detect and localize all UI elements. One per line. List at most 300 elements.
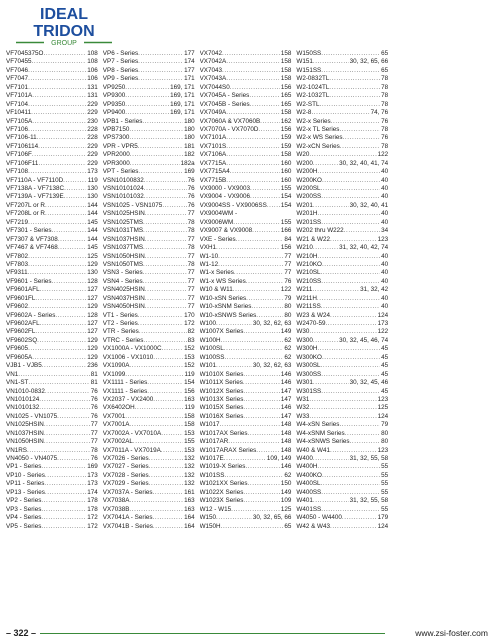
leader-dots [144, 193, 187, 201]
part-number: W300KO [296, 353, 322, 361]
index-entry [296, 253, 393, 261]
index-entry [103, 84, 200, 92]
part-number: VSN1050HSIN [102, 252, 145, 260]
index-entry [103, 202, 200, 210]
page-number: – 322 – [6, 628, 37, 638]
index-entry [296, 388, 393, 396]
page-reference: 30, 32, 40, 41 [349, 201, 389, 209]
page-reference: 55 [381, 480, 389, 488]
leader-dots [44, 421, 90, 429]
leader-dots [35, 295, 86, 303]
leader-dots [28, 303, 86, 311]
page-reference: 129 [87, 345, 98, 353]
part-number: W400 [296, 455, 313, 462]
index-entry [296, 236, 393, 244]
index-entry [200, 312, 297, 320]
index-entry [296, 67, 393, 75]
page-reference: 132 [184, 471, 195, 479]
leader-dots [41, 463, 86, 471]
page-reference: 78 [381, 125, 389, 133]
leader-dots [44, 480, 86, 488]
leader-dots [321, 371, 380, 379]
index-entry [103, 506, 200, 514]
page-reference: 165 [280, 92, 292, 100]
leader-dots [344, 227, 381, 235]
leader-dots [248, 480, 280, 488]
page-reference: 77 [187, 277, 195, 285]
index-entry [6, 489, 103, 497]
index-entry [296, 261, 393, 269]
part-number: VT1 - Series [102, 311, 138, 319]
page-reference: 163 [184, 497, 195, 505]
part-number: W20 [296, 151, 310, 159]
page-reference: 130 [87, 193, 98, 201]
leader-dots [321, 388, 380, 396]
leader-dots [58, 244, 86, 252]
leader-dots [37, 134, 87, 142]
leader-dots [243, 388, 280, 396]
page-reference: 158 [280, 58, 292, 66]
index-entry [200, 345, 297, 353]
leader-dots [32, 354, 86, 362]
index-entry [103, 101, 200, 109]
page-reference: 122 [377, 151, 389, 159]
index-entry [6, 143, 103, 151]
website-link[interactable]: www.zsi-foster.com [415, 628, 488, 638]
index-entry [296, 50, 393, 58]
index-entry [6, 514, 103, 522]
page-reference: 228 [87, 134, 98, 142]
index-entry [6, 413, 103, 421]
leader-dots [226, 58, 280, 66]
leader-dots [55, 312, 86, 320]
index-entry [200, 430, 297, 438]
leader-dots [313, 58, 349, 66]
index-entry [200, 337, 297, 345]
part-number: VTRC - Series [102, 336, 144, 344]
index-entry [6, 177, 103, 185]
leader-dots [256, 312, 283, 320]
index-entry [103, 345, 200, 353]
part-number: VF9605 [6, 345, 29, 353]
leader-dots [28, 379, 89, 387]
part-number: W1021XX Series [199, 480, 248, 488]
page-reference: 125 [87, 252, 98, 260]
index-entry [6, 506, 103, 514]
page-reference: 127 [87, 286, 98, 294]
index-entry [200, 362, 297, 370]
part-number: VX2037 - VX2400 [102, 395, 154, 403]
leader-dots [313, 455, 349, 463]
page-reference: 45 [381, 345, 389, 353]
page-reference: 76 [187, 193, 195, 201]
part-number: VX7038B [102, 505, 130, 513]
leader-dots [125, 84, 169, 92]
part-number: VF7110A - VF7110D [6, 176, 64, 184]
part-number: VF9311 [6, 269, 28, 277]
part-number: W150SS [296, 50, 322, 57]
leader-dots [39, 396, 90, 404]
part-number: VX7037A - Series [102, 488, 153, 496]
part-number: VF7301 - Series [6, 227, 52, 235]
part-number: W200KO [296, 176, 322, 184]
page-reference: 149 [280, 488, 292, 496]
index-entry [200, 126, 297, 134]
page-reference: 40 [381, 294, 389, 302]
leader-dots [125, 371, 183, 379]
page-reference: 124 [377, 522, 389, 530]
page-reference: 132 [184, 455, 195, 462]
part-number: W21 & W22 [296, 235, 330, 243]
part-number: W2-x Series [296, 117, 331, 125]
leader-dots [216, 514, 252, 522]
index-entry [103, 92, 200, 100]
leader-dots [321, 480, 381, 488]
leader-dots [28, 219, 86, 227]
index-entry [6, 463, 103, 471]
part-number: VX7001 [102, 412, 126, 420]
index-entry [103, 67, 200, 75]
page-reference: 159 [280, 134, 292, 142]
part-number: VN1025HSIN [6, 421, 44, 429]
index-entry [6, 84, 103, 92]
leader-dots [145, 303, 187, 311]
leader-dots [317, 345, 380, 353]
page-reference: 144 [87, 227, 98, 235]
page-reference: 150 [280, 480, 292, 488]
page-reference: 45 [381, 370, 389, 378]
page-reference: 55 [381, 505, 389, 513]
part-number: VF7307 & VF7308 [6, 235, 58, 243]
page-reference: 229 [87, 100, 98, 108]
page-reference: 81 [90, 370, 98, 378]
part-number: VX9004SS - VX9006SS [199, 201, 267, 209]
part-number: W10-xSN Series [199, 294, 247, 302]
index-entry [103, 75, 200, 83]
part-number: VSN1031TMS [102, 227, 144, 235]
page-reference: 147 [280, 387, 292, 395]
page-reference: 40 [381, 269, 389, 277]
leader-dots [44, 430, 90, 438]
part-number: VF9601AFL [6, 286, 40, 294]
index-entry [200, 396, 297, 404]
leader-dots [42, 362, 87, 370]
page-reference: 78 [187, 227, 195, 235]
leader-dots [41, 514, 86, 522]
page-reference: 82 [187, 328, 195, 336]
part-number: W1015X Series [199, 404, 244, 412]
index-entry [103, 160, 200, 168]
part-number: VSN1037HSIN [102, 235, 145, 243]
index-entry [200, 295, 297, 303]
part-number: W1-12 [199, 260, 219, 268]
leader-dots [313, 337, 338, 345]
index-entry [6, 337, 103, 345]
part-number: VF9602FL [6, 328, 36, 336]
index-entry [6, 236, 103, 244]
part-number: VX1099 [102, 370, 126, 378]
part-number: VX7049A [199, 109, 227, 117]
index-entry [296, 151, 393, 159]
leader-dots [28, 101, 86, 109]
page-reference: 174 [87, 488, 98, 496]
part-number: VF9602 [6, 303, 29, 311]
leader-dots [149, 480, 183, 488]
leader-dots [322, 472, 380, 480]
index-entry [200, 227, 297, 235]
leader-dots [243, 396, 280, 404]
part-number: VP9400 [102, 109, 126, 117]
index-entry [296, 345, 393, 353]
part-number: VP13 - Series [6, 488, 45, 496]
leader-dots [57, 455, 90, 463]
leader-dots [233, 286, 280, 294]
index-entry [6, 134, 103, 142]
index-entry [296, 404, 393, 412]
part-number: W100SS [199, 353, 225, 361]
page-reference: 108 [87, 50, 98, 57]
part-number: VP8 - Series [102, 66, 139, 74]
part-number: VF7046 [6, 66, 29, 74]
part-number: W400KO [296, 471, 322, 479]
page-reference: 131 [87, 83, 98, 91]
index-entry [103, 438, 200, 446]
part-number: VF9605A [6, 353, 33, 361]
page-reference: 228 [87, 125, 98, 133]
leader-dots [28, 84, 86, 92]
part-number: VF7219 [6, 218, 29, 226]
index-entry [296, 168, 393, 176]
leader-dots [243, 379, 280, 387]
leader-dots [28, 67, 86, 75]
index-entry [200, 202, 297, 210]
leader-dots [236, 236, 284, 244]
leader-dots [267, 202, 280, 210]
part-number: VX7715A [199, 159, 227, 167]
index-entry [103, 210, 200, 218]
leader-dots [145, 253, 187, 261]
index-entry [103, 396, 200, 404]
page-reference: 147 [280, 395, 292, 403]
index-entry [296, 143, 393, 151]
page-reference: 230 [87, 117, 98, 125]
index-column-3 [200, 50, 297, 628]
index-entry [6, 320, 103, 328]
index-entry [200, 463, 297, 471]
index-entry [296, 523, 393, 531]
leader-dots [246, 278, 284, 286]
page-reference: 122 [377, 328, 389, 336]
index-entry [103, 236, 200, 244]
part-number: VX7101S [199, 142, 227, 150]
part-number: VTR - Series [102, 328, 139, 336]
part-number: W2-x WS Series [296, 134, 343, 142]
page-reference: 169 [184, 168, 195, 176]
page-reference: 65 [381, 66, 389, 74]
part-number: W1011X Series [199, 379, 243, 387]
part-number: VX9000 - VX9003 [199, 185, 251, 192]
part-number: VF9601 - Series [6, 277, 52, 285]
leader-dots [39, 404, 90, 412]
part-number-index [6, 50, 490, 628]
part-number: VSN1050TMS [102, 260, 144, 268]
index-entry [296, 101, 393, 109]
leader-dots [129, 134, 183, 142]
leader-dots [138, 312, 183, 320]
index-entry [103, 253, 200, 261]
index-entry [200, 472, 297, 480]
index-entry [6, 371, 103, 379]
index-entry [6, 67, 103, 75]
page-reference: 76 [187, 185, 195, 192]
page-reference: 148 [280, 429, 292, 437]
leader-dots [245, 463, 279, 471]
leader-dots [143, 227, 187, 235]
index-entry [6, 168, 103, 176]
leader-dots [64, 185, 86, 193]
page-reference: 78 [187, 244, 195, 252]
leader-dots [41, 523, 86, 531]
page-reference: 170 [184, 311, 195, 319]
leader-dots [138, 67, 183, 75]
page-reference: 129 [87, 336, 98, 344]
index-entry [296, 269, 393, 277]
index-entry [6, 303, 103, 311]
leader-dots [321, 362, 381, 370]
page-reference: 77 [284, 252, 292, 260]
leader-dots [130, 160, 180, 168]
index-entry [6, 379, 103, 387]
part-number: W31 [296, 395, 310, 403]
page-reference: 78 [381, 75, 389, 83]
part-number: W101 [199, 362, 217, 370]
leader-dots [129, 126, 183, 134]
leader-dots [226, 151, 280, 159]
index-entry [103, 421, 200, 429]
leader-dots [28, 168, 86, 176]
page-reference: 166 [280, 227, 292, 235]
page-reference: 158 [280, 75, 292, 83]
leader-dots [41, 497, 86, 505]
part-number: W40 & W41 [296, 446, 330, 454]
index-entry [103, 50, 200, 58]
index-entry [200, 160, 297, 168]
page-reference: 156 [280, 83, 292, 91]
part-number: VX7002A - VX7010A [102, 429, 162, 437]
part-number: VP4 - Series [6, 514, 42, 522]
leader-dots [125, 109, 169, 117]
part-number: VX7106A [199, 151, 227, 159]
index-entry [103, 143, 200, 151]
leader-dots [313, 244, 338, 252]
part-number: W2470-59 [296, 320, 326, 327]
page-reference: 55 [381, 471, 389, 479]
index-entry [103, 303, 200, 311]
index-entry [200, 413, 297, 421]
part-number: VX7060A & VX7060B [199, 117, 261, 125]
index-entry [200, 286, 297, 294]
part-number: W300H [296, 345, 318, 353]
leader-dots [313, 379, 349, 387]
page-reference: 127 [87, 328, 98, 336]
leader-dots [138, 58, 183, 66]
part-number: W400SL [296, 480, 321, 488]
index-entry [103, 219, 200, 227]
leader-dots [252, 227, 280, 235]
part-number: VSN1025TMS [102, 218, 144, 226]
leader-dots [317, 295, 380, 303]
index-entry [200, 168, 297, 176]
page-reference: 152 [184, 345, 195, 353]
page-reference: 40 [381, 176, 389, 184]
leader-dots [162, 345, 183, 353]
part-number: VSN1037TMS [102, 244, 144, 252]
page-reference: 154 [184, 379, 195, 387]
leader-dots [35, 328, 86, 336]
leader-dots [138, 75, 183, 83]
leader-dots [143, 261, 187, 269]
index-entry [103, 185, 200, 193]
page-reference: 109 [280, 497, 292, 505]
leader-dots [40, 320, 87, 328]
page-reference: 173 [87, 480, 98, 488]
index-entry [103, 177, 200, 185]
part-number: W210SL [296, 269, 321, 277]
page-reference: 30, 32, 45, 46 [349, 379, 389, 387]
page-reference: 131 [87, 92, 98, 100]
page-reference: 84 [284, 235, 292, 243]
part-number: W200SL [296, 185, 321, 192]
part-number: VX9004WM - [199, 210, 238, 218]
part-number: VX7041A - Series [102, 514, 153, 522]
leader-dots [41, 506, 86, 514]
leader-dots [45, 210, 86, 218]
page-reference: 129 [87, 303, 98, 311]
index-entry [296, 337, 393, 345]
leader-dots [57, 413, 90, 421]
page-reference: 78 [90, 446, 98, 454]
page-reference: 129 [87, 260, 98, 268]
leader-dots [317, 463, 380, 471]
part-number: VP9250 [102, 83, 126, 91]
part-number: W4050 - W4400 [296, 514, 342, 522]
leader-dots [321, 303, 380, 311]
page-reference: 180 [184, 134, 195, 142]
part-number: VT2 - Series [102, 320, 138, 327]
leader-dots [226, 143, 280, 151]
part-number: VX6402OH [102, 404, 135, 412]
page-reference: 78 [187, 260, 195, 268]
part-number: VPB7150 [102, 125, 130, 133]
index-entry [6, 269, 103, 277]
index-entry [6, 430, 103, 438]
index-entry [200, 151, 297, 159]
leader-dots [340, 143, 380, 151]
page-reference: 179 [377, 514, 389, 522]
part-number: VF7045375O [6, 50, 44, 57]
index-entry [200, 219, 297, 227]
part-number: W100SL [199, 345, 224, 353]
index-entry [296, 75, 393, 83]
page-reference: 132 [184, 463, 195, 471]
page-reference: 169, 171 [170, 92, 195, 100]
part-number: W4-xSNM Series [296, 429, 345, 437]
page-reference: 77 [284, 269, 292, 277]
leader-dots [145, 295, 187, 303]
leader-dots [28, 253, 86, 261]
part-number: VN1-ST [6, 379, 29, 387]
part-number: W1-10 [199, 252, 219, 260]
